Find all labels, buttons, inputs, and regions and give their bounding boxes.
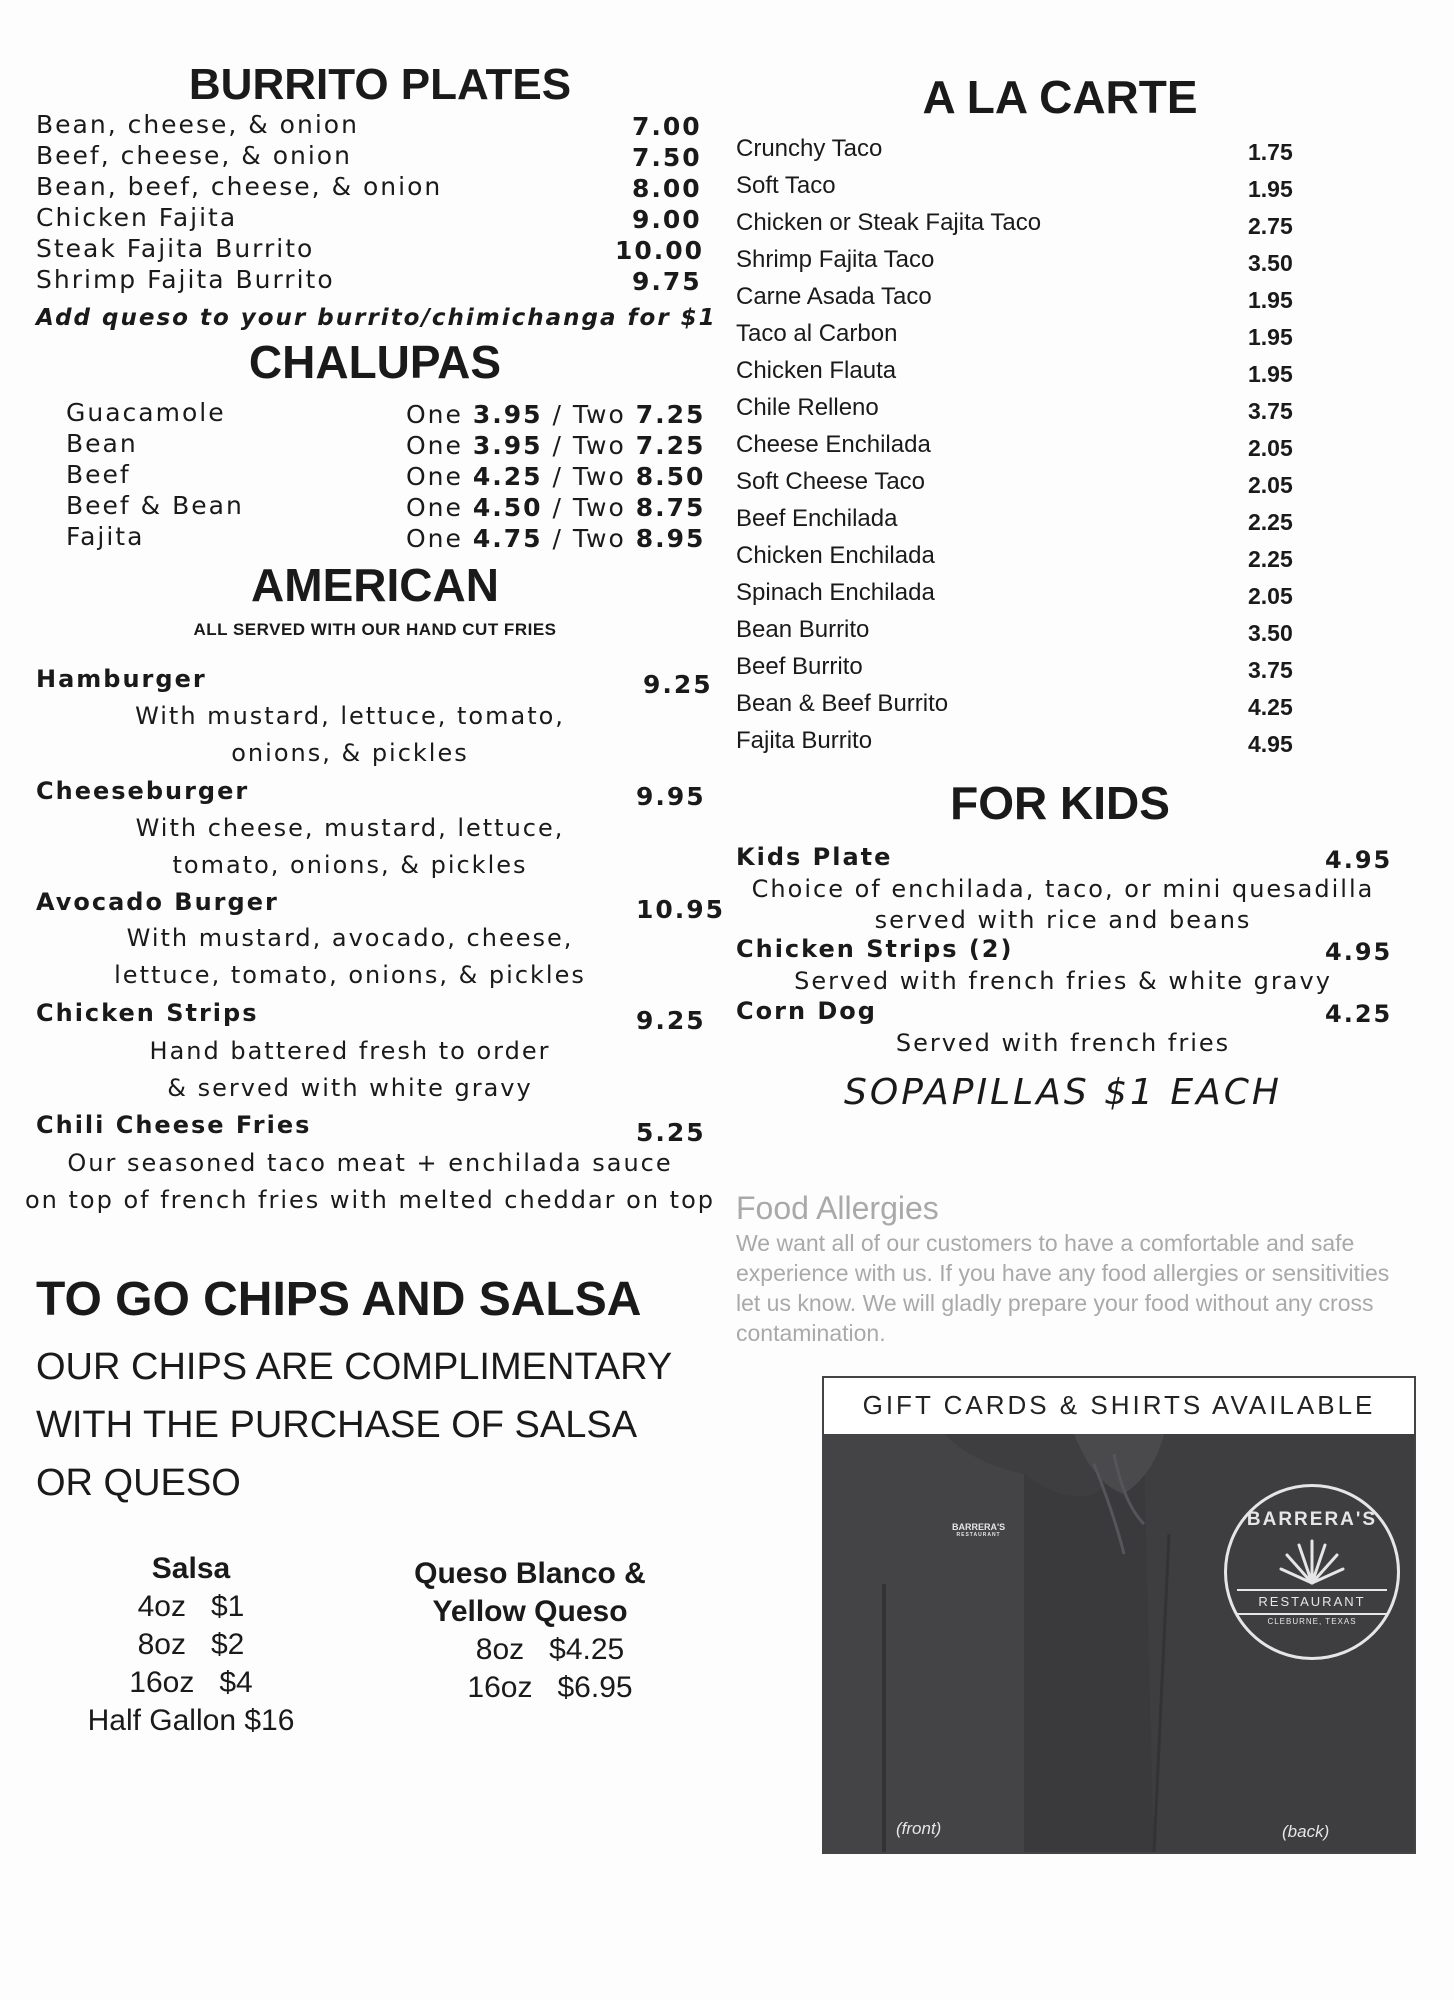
salsa-price-list	[36, 1550, 346, 1740]
american-title: AMERICAN	[251, 559, 499, 611]
front-label: (front)	[896, 1819, 942, 1838]
logo-name: BARRERA'S	[1246, 1509, 1378, 1530]
a-la-carte-item-name: Carne Asada Taco	[736, 283, 932, 310]
a-la-carte-item-price: 1.95	[1248, 287, 1293, 313]
a-la-carte-item-name: Chicken Flauta	[736, 357, 897, 384]
a-la-carte-item-price: 1.95	[1248, 361, 1293, 387]
gift-cards-header: GIFT CARDS & SHIRTS AVAILABLE	[862, 1390, 1376, 1420]
burrito-plates-title: BURRITO PLATES	[188, 60, 572, 109]
burrito-item-price: 10.00	[615, 236, 705, 265]
a-la-carte-item-name: Soft Taco	[736, 172, 836, 199]
kids-item-name: Corn Dog	[736, 997, 877, 1025]
a-la-carte-item-name: Spinach Enchilada	[736, 579, 935, 606]
american-item-name: Hamburger	[36, 665, 207, 693]
american-item-desc: Hand battered fresh to order & served with white gravy	[149, 1037, 551, 1102]
to-go-title: TO GO CHIPS AND SALSA	[36, 1273, 642, 1326]
sopapillas-offer: SOPAPILLAS $1 EACH	[844, 1072, 1282, 1113]
burrito-item-name: Bean, beef, cheese, & onion	[36, 172, 443, 201]
chalupa-item-name: Beef	[66, 460, 131, 489]
chalupa-item-name: Guacamole	[66, 398, 226, 427]
kids-item-desc: Choice of enchilada, taco, or mini quesadilla served with rice and beans	[751, 875, 1375, 934]
a-la-carte-item-price: 3.50	[1248, 620, 1293, 646]
a-la-carte-item-price: 3.75	[1248, 398, 1293, 424]
queso-row: 16oz $6.95	[467, 1671, 633, 1704]
american-item-name: Cheeseburger	[36, 777, 250, 805]
burrito-item-name: Bean, cheese, & onion	[36, 110, 359, 139]
a-la-carte-item-price: 2.05	[1248, 472, 1293, 498]
american-item-name: Avocado Burger	[36, 888, 279, 916]
kids-item-desc: Served with french fries	[895, 1029, 1231, 1057]
a-la-carte-item-name: Taco al Carbon	[736, 320, 898, 347]
kids-item-name: Chicken Strips (2)	[736, 935, 1014, 963]
a-la-carte-item-name: Bean & Beef Burrito	[736, 690, 949, 717]
burrito-item-price: 8.00	[632, 174, 702, 203]
salsa-row: Half Gallon $16	[87, 1704, 295, 1737]
a-la-carte-item-name: Chicken Enchilada	[736, 542, 935, 569]
a-la-carte-item-price: 3.75	[1248, 657, 1293, 683]
gift-cards-shirts-box	[822, 1376, 1416, 1854]
a-la-carte-item-price: 1.75	[1248, 139, 1293, 165]
chalupa-item-prices: One 3.95 / Two 7.25	[406, 400, 706, 429]
chalupa-item-name: Beef & Bean	[66, 491, 244, 520]
agave-icon	[1277, 1535, 1347, 1585]
american-item-price: 9.25	[643, 670, 713, 699]
american-item-desc: With cheese, mustard, lettuce, tomato, onions, & pickles	[135, 814, 565, 879]
a-la-carte-item-name: Cheese Enchilada	[736, 431, 931, 458]
a-la-carte-item-price: 1.95	[1248, 324, 1293, 350]
american-item-desc: With mustard, avocado, cheese, lettuce, tomato, onions, & pickles	[114, 924, 586, 989]
food-allergies-body: We want all of our customers to have a comfortable and safe experience with us. If you have any food allergies or sensitivities let us know. We will gladly prepare your food without any cross contamination.	[736, 1230, 1390, 1346]
food-allergies-title: Food Allergies	[736, 1190, 939, 1226]
a-la-carte-item-name: Crunchy Taco	[736, 135, 883, 162]
chalupa-item-prices: One 4.50 / Two 8.75	[406, 493, 706, 522]
american-item-name: Chili Cheese Fries	[36, 1111, 312, 1139]
chalupa-item-name: Bean	[66, 429, 138, 458]
kids-item-price: 4.95	[1325, 938, 1393, 966]
burrito-item-price: 9.75	[632, 267, 702, 296]
queso-title: Yellow Queso	[432, 1595, 628, 1628]
american-item-desc: With mustard, lettuce, tomato, onions, & pickles	[135, 702, 565, 767]
burrito-item-price: 7.50	[632, 143, 702, 172]
salsa-row: 16oz $4	[129, 1666, 253, 1699]
american-item-price: 5.25	[636, 1118, 706, 1147]
a-la-carte-item-price: 4.95	[1248, 731, 1293, 757]
a-la-carte-item-name: Soft Cheese Taco	[736, 468, 926, 495]
burrito-item-name: Steak Fajita Burrito	[36, 234, 315, 263]
chalupa-item-prices: One 3.95 / Two 7.25	[406, 431, 706, 460]
a-la-carte-item-name: Bean Burrito	[736, 616, 870, 643]
salsa-title: Salsa	[151, 1552, 231, 1585]
queso-addon-note: Add queso to your burrito/chimichanga for $1	[36, 305, 717, 331]
burrito-item-price: 7.00	[632, 112, 702, 141]
queso-title: Queso Blanco &	[414, 1557, 646, 1590]
to-go-description: OUR CHIPS ARE COMPLIMENTARY WITH THE PURCHASE OF SALSA OR QUESO	[36, 1346, 673, 1504]
american-item-name: Chicken Strips	[36, 999, 259, 1027]
a-la-carte-item-price: 4.25	[1248, 694, 1293, 720]
american-subtitle: ALL SERVED WITH OUR HAND CUT FRIES	[193, 620, 557, 639]
kids-item-price: 4.95	[1325, 846, 1393, 874]
chalupas-title: CHALUPAS	[248, 336, 502, 388]
a-la-carte-title: A LA CARTE	[922, 71, 1198, 123]
american-item-desc: Our seasoned taco meat + enchilada sauce on top of french fries with melted cheddar on top	[24, 1149, 716, 1214]
a-la-carte-item-price: 2.75	[1248, 213, 1293, 239]
queso-price-list	[390, 1555, 670, 1707]
a-la-carte-item-name: Chicken or Steak Fajita Taco	[736, 209, 1042, 236]
a-la-carte-item-price: 2.25	[1248, 546, 1293, 572]
american-item-price: 9.95	[636, 782, 706, 811]
american-item-price: 10.95	[636, 895, 726, 924]
a-la-carte-item-price: 2.05	[1248, 583, 1293, 609]
burrito-item-price: 9.00	[632, 205, 702, 234]
a-la-carte-item-price: 2.05	[1248, 435, 1293, 461]
front-chest-logo: BARRERA'S RESTAURANT	[952, 1522, 1006, 1538]
american-item-price: 9.25	[636, 1006, 706, 1035]
barreras-circle-logo	[1224, 1484, 1400, 1660]
for-kids-title: FOR KIDS	[950, 777, 1170, 829]
chalupa-item-prices: One 4.25 / Two 8.50	[406, 462, 706, 491]
a-la-carte-item-name: Beef Enchilada	[736, 505, 898, 532]
chalupa-item-prices: One 4.75 / Two 8.95	[406, 524, 706, 553]
a-la-carte-item-price: 1.95	[1248, 176, 1293, 202]
burrito-item-name: Chicken Fajita	[36, 203, 238, 232]
a-la-carte-item-name: Fajita Burrito	[736, 727, 873, 754]
a-la-carte-item-name: Shrimp Fajita Taco	[736, 246, 935, 273]
salsa-row: 8oz $2	[137, 1628, 245, 1661]
a-la-carte-item-price: 3.50	[1248, 250, 1293, 276]
chalupa-item-name: Fajita	[66, 522, 145, 551]
shirts-image	[824, 1434, 1414, 1852]
a-la-carte-item-name: Chile Relleno	[736, 394, 879, 421]
back-label: (back)	[1282, 1822, 1330, 1841]
burrito-item-name: Shrimp Fajita Burrito	[36, 265, 335, 294]
a-la-carte-item-price: 2.25	[1248, 509, 1293, 535]
logo-restaurant: RESTAURANT	[1237, 1589, 1387, 1615]
salsa-row: 4oz $1	[137, 1590, 245, 1623]
kids-item-name: Kids Plate	[736, 843, 893, 871]
a-la-carte-item-name: Beef Burrito	[736, 653, 863, 680]
kids-item-price: 4.25	[1325, 1000, 1393, 1028]
logo-city: CLEBURNE, TEXAS	[1267, 1617, 1357, 1626]
queso-row: 8oz $4.25	[475, 1633, 625, 1666]
burrito-item-name: Beef, cheese, & onion	[36, 141, 352, 170]
kids-item-desc: Served with french fries & white gravy	[794, 967, 1332, 995]
